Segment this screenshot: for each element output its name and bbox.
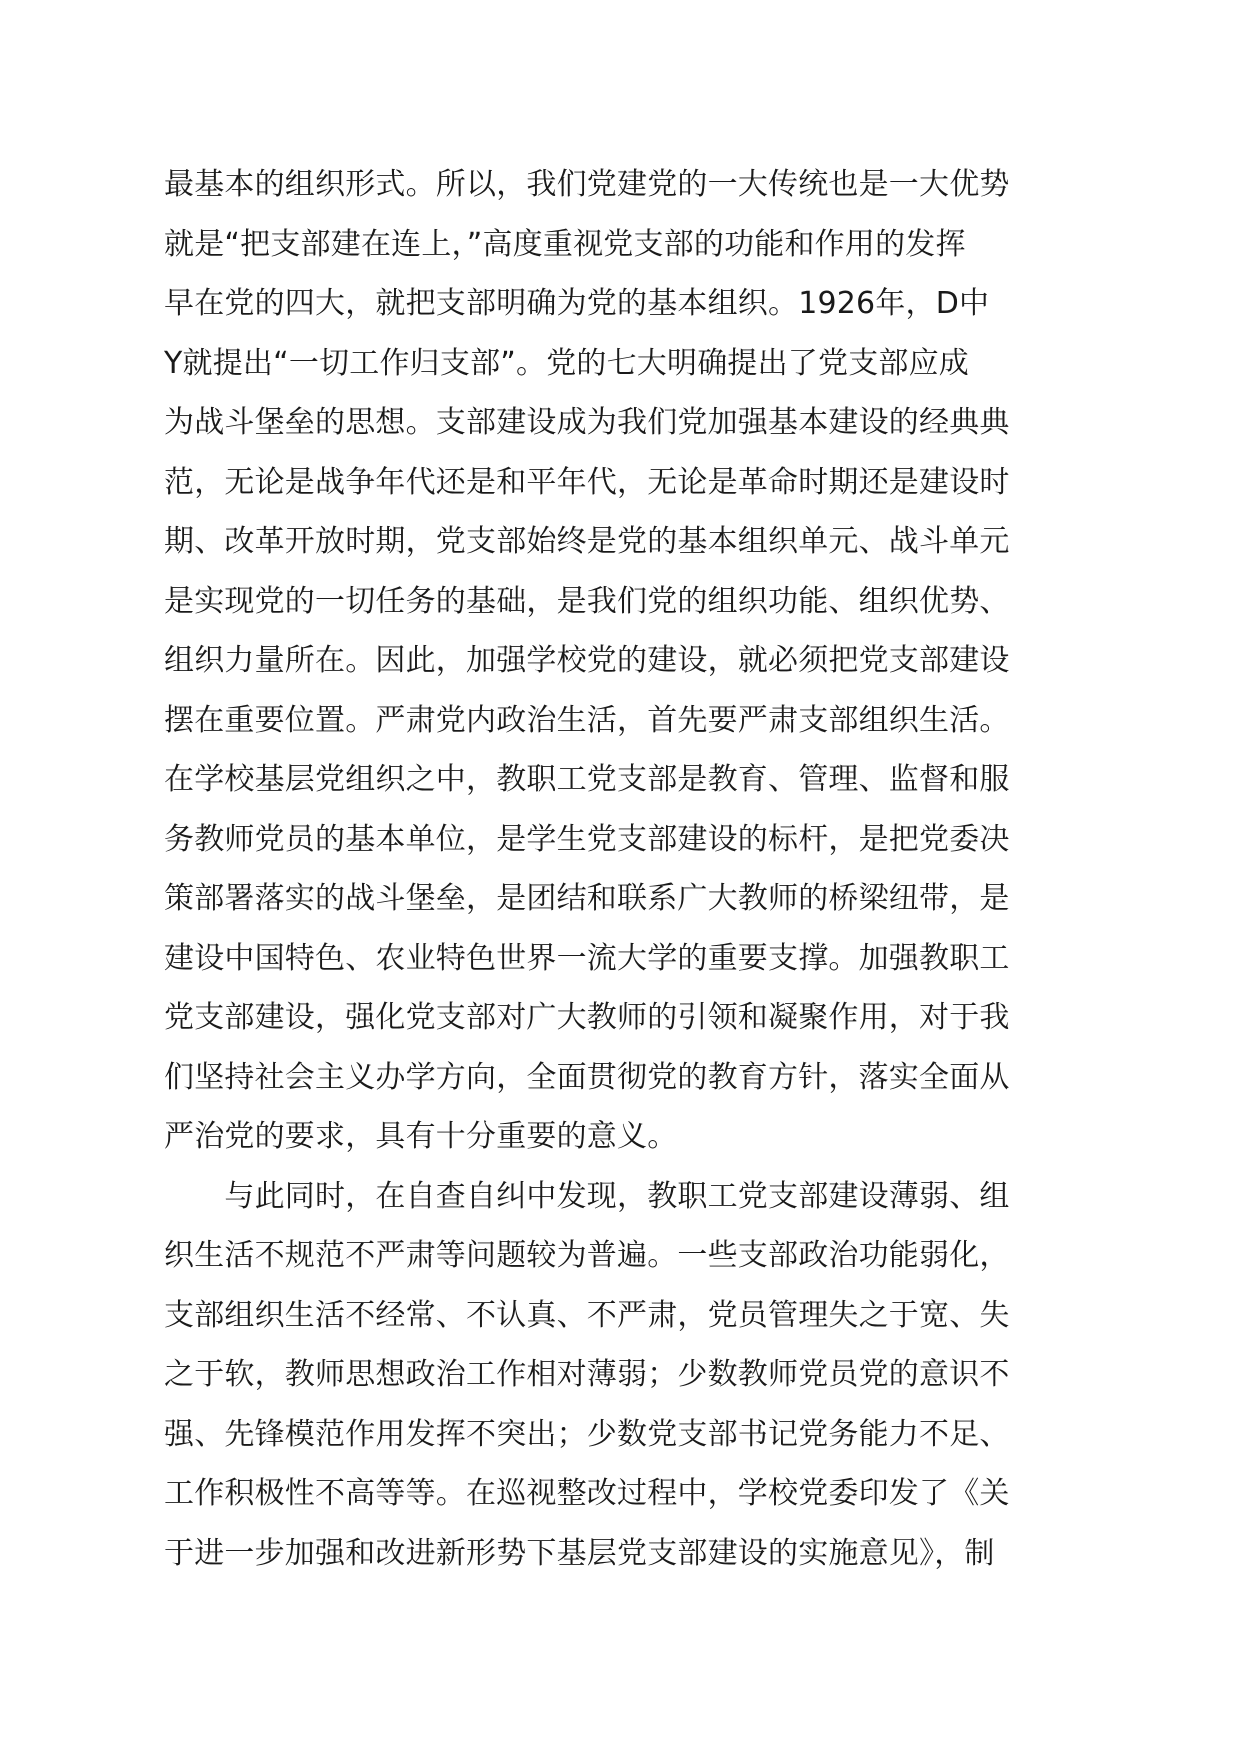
text-line: 与此同时，在自查自纠中发现，教职工党支部建设薄弱、组 xyxy=(164,1178,1010,1214)
text-line: 为战斗堡垒的思想。支部建设成为我们党加强基本建设的经典典 xyxy=(164,405,1010,440)
text-line: 织生活不规范不严肃等问题较为普遍。一些支部政治功能弱化， xyxy=(164,1238,1010,1273)
text-line: 策部署落实的战斗堡垒，是团结和联系广大教师的桥梁纽带，是 xyxy=(164,881,1010,916)
text-line: 建设中国特色、农业特色世界一流大学的重要支撑。加强教职工 xyxy=(164,940,1010,976)
text-line: 党支部建设，强化党支部对广大教师的引领和凝聚作用，对于我 xyxy=(164,1000,1010,1035)
text-line: 最基本的组织形式。所以，我们党建党的一大传统也是一大优势 xyxy=(164,167,1010,202)
body-text xyxy=(164,155,1124,1583)
text-line: 期、改革开放时期，党支部始终是党的基本组织单元、战斗单元 xyxy=(164,524,1010,559)
text-line: 摆在重要位置。严肃党内政治生活，首先要严肃支部组织生活。 xyxy=(164,702,1010,738)
text-line: 工作积极性不高等等。在巡视整改过程中，学校党委印发了《关 xyxy=(164,1476,1010,1511)
text-line: 在学校基层党组织之中，教职工党支部是教育、管理、监督和服 xyxy=(164,762,1010,797)
text-line: 们坚持社会主义办学方向，全面贯彻党的教育方针，落实全面从 xyxy=(164,1059,1010,1095)
text-line: 早在党的四大，就把支部明确为党的基本组织。1926年，D中 xyxy=(164,286,990,321)
text-line: 是实现党的一切任务的基础，是我们党的组织功能、组织优势、 xyxy=(164,583,1010,619)
text-line: Y就提出“一切工作归支部”。党的七大明确提出了党支部应成 xyxy=(164,345,970,381)
text-line: 就是“把支部建在连上，”高度重视党支部的功能和作用的发挥 xyxy=(164,226,966,262)
text-line: 于进一步加强和改进新形势下基层党支部建设的实施意见》，制 xyxy=(164,1535,995,1571)
text-line: 支部组织生活不经常、不认真、不严肃，党员管理失之于宽、失 xyxy=(164,1297,1010,1333)
text-line: 之于软，教师思想政治工作相对薄弱；少数教师党员党的意识不 xyxy=(164,1357,1010,1392)
text-line: 强、先锋模范作用发挥不突出；少数党支部书记党务能力不足、 xyxy=(164,1416,1010,1452)
text-line: 范，无论是战争年代还是和平年代，无论是革命时期还是建设时 xyxy=(164,464,1010,500)
text-line: 严治党的要求，具有十分重要的意义。 xyxy=(164,1119,678,1154)
text-line: 组织力量所在。因此，加强学校党的建设，就必须把党支部建设 xyxy=(164,643,1010,678)
text-line: 务教师党员的基本单位，是学生党支部建设的标杆，是把党委决 xyxy=(164,821,1010,857)
